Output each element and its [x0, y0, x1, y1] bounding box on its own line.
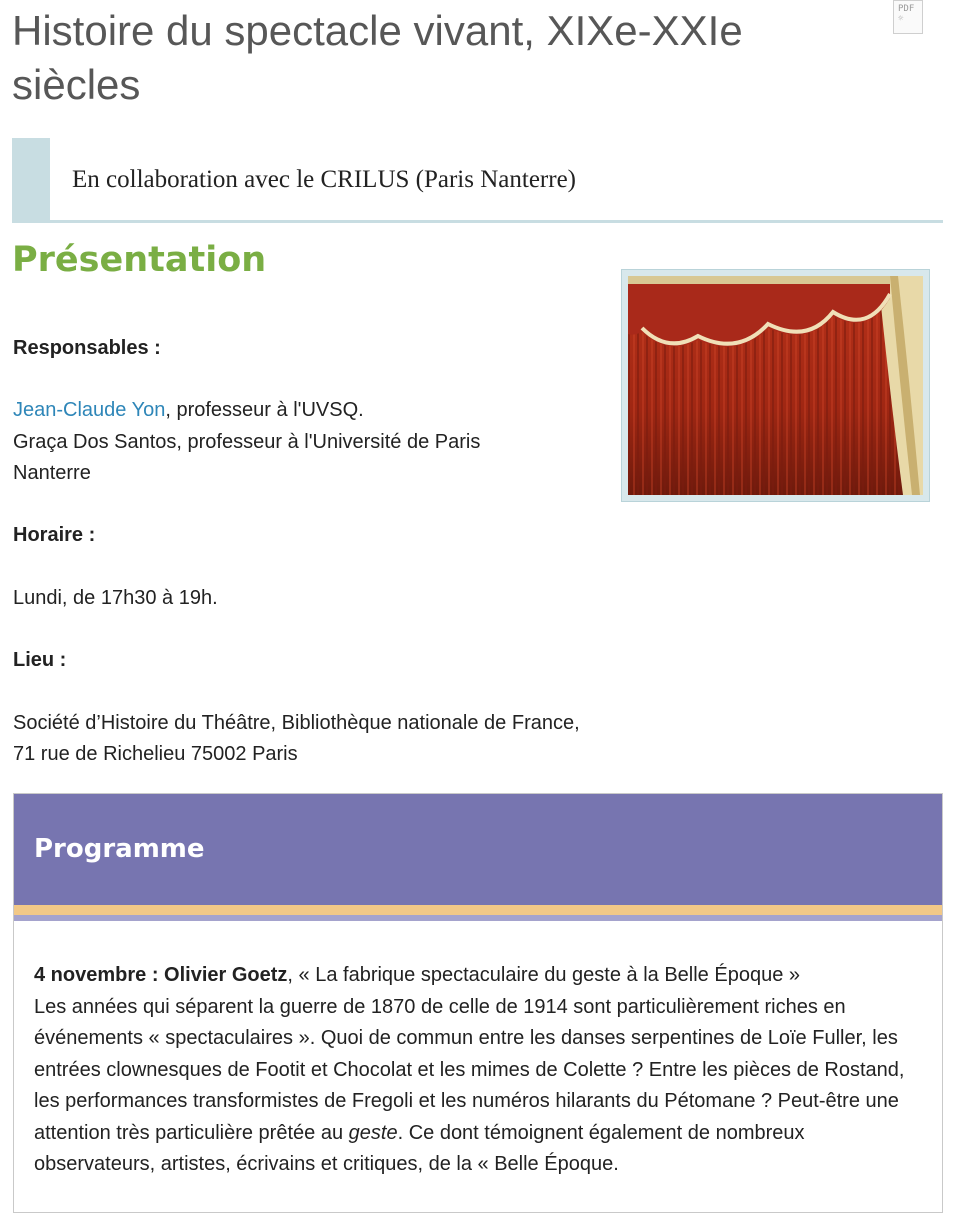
theatre-curtain-image [621, 269, 930, 502]
presentation-heading: Présentation [12, 240, 267, 280]
lieu-line-1: Société d’Histoire du Théâtre, Bibliothèque nationale de France, [13, 712, 580, 734]
horaire-label: Horaire : [13, 524, 96, 546]
programme-entry [14, 921, 942, 1181]
responsable-1-role: , professeur à l'UVSQ. [165, 399, 364, 421]
lieu-label: Lieu : [13, 649, 67, 671]
programme-header [14, 794, 942, 905]
programme-divider-orange [14, 905, 942, 915]
curtain-illustration [628, 276, 923, 495]
programme-box [13, 793, 943, 1213]
page-title: Histoire du spectacle vivant, XIXe-XXIe siècles [12, 7, 743, 108]
programme-entry-date-speaker: 4 novembre : Olivier Goetz [34, 964, 288, 986]
responsable-1-link[interactable]: Jean-Claude Yon [13, 399, 166, 421]
pdf-icon-label: PDF [898, 4, 915, 14]
responsable-2-line-1: Graça Dos Santos, professeur à l'Université de Paris [13, 431, 481, 453]
collaboration-accent-bar [12, 138, 50, 223]
pdf-icon-symbol: ☼ [898, 14, 904, 24]
horaire-value: Lundi, de 17h30 à 19h. [13, 587, 218, 609]
programme-entry-description-end: . Ce dont témoignent également de nombreux observateurs, artistes, écrivains et critiques, de la « Belle Époque. [34, 1121, 805, 1175]
responsable-2-line-2: Nanterre [13, 462, 91, 484]
programme-entry-emphasis: geste [348, 1121, 398, 1144]
responsables-label: Responsables : [13, 337, 161, 359]
collaboration-text: En collaboration avec le CRILUS (Paris Nanterre) [72, 166, 576, 193]
responsable-1 [13, 395, 364, 426]
collaboration-banner [12, 138, 943, 223]
programme-heading: Programme [34, 834, 205, 864]
lieu-line-2: 71 rue de Richelieu 75002 Paris [13, 743, 298, 765]
programme-entry-title: , « La fabrique spectaculaire du geste à la Belle Époque » [287, 964, 800, 986]
programme-entry-description: Les années qui séparent la guerre de 1870 de celle de 1914 sont particulièrement riches en événements « spectaculaires ». Quoi de commun entre les danses serpentines de Loïe Fuller, les entrées clownesques de Footit et Chocolat et les mimes de Colette ? Entre les pièces de Rostand, les performances transformistes de Fregoli et les numéros hilarants du Pétomane ? Peut-être une attention très particulière prêtée au [34, 995, 905, 1144]
pdf-icon[interactable] [893, 0, 923, 34]
